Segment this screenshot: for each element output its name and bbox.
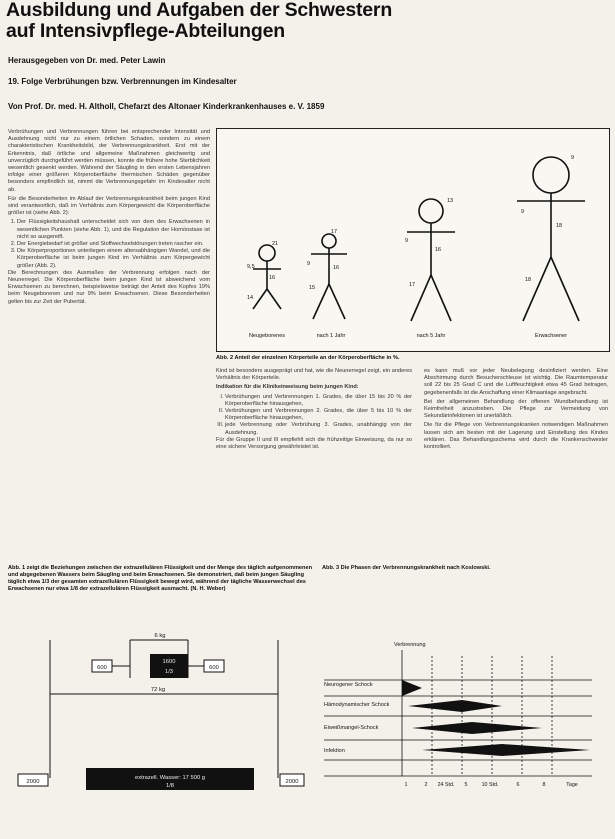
arm-pct-newborn: 9,5	[247, 264, 255, 270]
adult-ecf: extrazell. Wasser: 17 500 g	[134, 775, 206, 781]
trunk-pct-newborn: 16	[269, 275, 276, 281]
text-column-1	[8, 129, 210, 563]
tick-label: 24 Std.	[437, 782, 455, 788]
tick-label: 5	[464, 782, 468, 788]
list-item: I. Verbrühungen und Verbrennungen 1. Grades, die über 15 bis 20 % der Körperoberfläche hinausgehen,	[225, 394, 412, 408]
title-line-1: Ausbildung und Aufgaben der Schwestern	[6, 0, 393, 21]
arm-pct-5yr: 9	[405, 238, 409, 244]
burn-event-label: Verbrennung	[394, 642, 426, 648]
leg-pct-adult: 18	[525, 277, 532, 283]
figure-2-body-proportions	[216, 128, 610, 352]
infant-weight: 6 kg	[154, 633, 166, 639]
infant-intake: 600	[97, 665, 107, 671]
trunk-pct-1yr: 16	[333, 265, 340, 271]
paragraph: Bei der allgemeinen Behandlung der offenen Wundbehandlung ist Keimfreiheit anzustreben. Die Pflege zur Vermeidung von Sekundärinfektionen ist unerläßlich.	[424, 398, 608, 420]
tick-label: 1	[404, 782, 408, 788]
leg-pct-5yr: 17	[409, 282, 416, 288]
infant-ratio: 1/3	[164, 669, 174, 675]
phase-label-infection: Infektion	[324, 748, 345, 754]
indication-list	[216, 394, 412, 437]
tick-label: 6	[516, 782, 520, 788]
list-item: 3. Die Körperproportionen unterliegen einem altersabhängigen Wandel, und die Körperoberfläche ist beim jungen Kind im Verhältnis zum Körpergewicht größer (Abb. 2).	[17, 248, 210, 270]
tick-label: Tage	[566, 782, 578, 788]
adult-ratio: 1/8	[165, 783, 175, 789]
trunk-pct-5yr: 16	[435, 247, 442, 253]
indication-heading: Indikation für die Klinikeinweisung beim jungen Kind:	[216, 384, 359, 391]
paragraph: Verbrühungen und Verbrennungen führen bei entsprechender Intensität und Ausdehnung nicht nur zu einem örtlichen Schaden, sondern zu einem charakteristischen Krankheitsbild, der Verbrennungskrankheit. Erst mit der Erkenntnis, daß örtliche und allgemeine Maßnahmen gleichwertig und unverzüglich durchgeführt werden müssen, konnte die frühere hohe Sterblichkeit wesentlich gesenkt werden. Während der Säugling in den ersten Lebensjahren infolge einer größeren Körperoberfläche thermischen Schäden gegenüber besonders empfindlich ist, nimmt die Verbrennungsgefahr im Kindesalter nicht ab.	[8, 129, 210, 193]
paragraph: Die für die Pflege von Verbrennungskranken notwendigen Maßnahmen lassen sich am besten mit der Lagerung und Einstellung des Kindes erklären. Das Behandlungsschema wird durch die Krankenschwester kontrolliert.	[424, 422, 608, 451]
leg-pct-newborn: 14	[247, 295, 254, 301]
figure-label-1yr: nach 1 Jahr	[316, 333, 346, 339]
author-line: Von Prof. Dr. med. H. Altholl, Chefarzt des Altonaer Kinderkrankenhauses e. V. 1859	[8, 102, 325, 111]
head-pct-newborn: 21	[272, 241, 279, 247]
paragraph: Die Berechnungen des Ausmaßes der Verbrennung erfolgen nach der Neunerregel. Die Körperoberfläche beim jungen Kind ist abweichend vom Erwachsenen zu berechnen, beispielsweise beträgt der Anteil des Kopfes 19% beim Neugeborenen und nur 9% beim Erwachsenen. Diese Besonderheiten gelten bis zur Zeit der Pubertät.	[8, 269, 210, 305]
arm-pct-adult: 9	[521, 209, 525, 215]
list-item: 2. Der Energiebedarf ist größer und Stoffwechselstörungen treten rascher ein.	[17, 241, 210, 248]
paragraph: Für die Besonderheiten im Ablauf der Verbrennungskrankheit beim jungen Kind sind verantwortlich, daß im Verhältnis zum Körpergewicht die Körperoberfläche größer ist (siehe Abb. 2):	[8, 195, 210, 217]
series-line: 19. Folge Verbrühungen bzw. Verbrennungen im Kindesalter	[8, 77, 237, 86]
figure-2-drawing	[217, 129, 609, 351]
figure-1-drawing	[8, 628, 313, 818]
figure-1-caption: Abb. 1 zeigt die Beziehungen zwischen der extrazellulären Flüssigkeit und der Menge des täglich aufgenommenen und abgegebenen Wassers beim Säugling und beim Erwachsenen. Sie demonstriert, daß beim jungen Säugling täglich etwa 1/3 der gesamten extrazellulären Flüssigkeit bewegt wird, während der tägliche Wasserwechsel des Erwachsenen nur etwa 1/8 der extrazellulären Flüssigkeit ausmacht. (N. H. Weber)	[8, 565, 312, 592]
phase-label-hemodynamic: Hämodynamischer Schock	[324, 702, 390, 708]
figure-label-adult: Erwachsener	[534, 333, 568, 339]
head-pct-1yr: 17	[331, 229, 338, 235]
text-column-2	[216, 368, 412, 561]
adult-weight: 72 kg	[150, 687, 166, 693]
phase-label-neurogenic: Neurogener Schock	[324, 682, 373, 688]
paragraph: es kann muß vor jeder Neubelegung desinfiziert werden. Eine Abschirmung durch Besucherschleuse ist wichtig. Die Raumtemperatur soll 22 bis 25 Grad C und die Luftfeuchtigkeit etwa 45 Grad betragen, gegebenenfalls ist die Anschaffung einer Klimaanlage angebracht.	[424, 368, 608, 396]
adult-intake: 2000	[26, 779, 40, 785]
infant-ecf: 1600	[162, 659, 176, 665]
head-pct-adult: 9	[571, 155, 575, 161]
list-item: III. jede Verbrennung oder Verbrühung 3. Grades, unabhängig von der Ausdehnung.	[225, 422, 412, 436]
infant-output: 600	[209, 665, 219, 671]
figure-2-caption: Abb. 2 Anteil der einzelnen Körperteile an der Körperoberfläche in %.	[216, 355, 400, 361]
title-line-2: auf Intensivpflege-Abteilungen	[6, 20, 285, 42]
article-title	[6, 0, 392, 42]
figure-1-water-exchange	[8, 628, 313, 818]
trunk-pct-adult: 18	[556, 223, 563, 229]
figure-3-caption: Abb. 3 Die Phasen der Verbrennungskrankheit nach Koslowski.	[322, 565, 491, 571]
text-column-3	[424, 368, 608, 561]
figure-3-phase-diagram	[322, 636, 608, 826]
figure-3-drawing	[322, 636, 608, 826]
figure-label-5yr: nach 5 Jahr	[416, 333, 446, 339]
list-item: 1. Der Flüssigkeitshaushalt unterscheidet sich von dem des Erwachsenen in wesentlichen Punkten (siehe Abb. 1), und die Regulation der Homöostase ist nicht so ausgereift.	[17, 219, 210, 241]
tick-label: 10 Std.	[481, 782, 499, 788]
tick-label: 8	[542, 782, 546, 788]
numbered-list	[8, 219, 210, 269]
tick-label: 2	[424, 782, 428, 788]
arm-pct-1yr: 9	[307, 261, 311, 267]
leg-pct-1yr: 15	[309, 285, 316, 291]
figure-label-newborn: Neugeborenes	[248, 333, 286, 339]
paragraph: Für die Gruppe II und III empfiehlt sich die frühzeitige Einweisung, da nur so eine sichere Versorgung gewährleistet ist.	[216, 436, 412, 451]
head-pct-5yr: 13	[447, 198, 454, 204]
list-item: II. Verbrühungen und Verbrennungen 2. Grades, die über 5 bis 10 % der Körperoberfläche hinausgehen,	[225, 408, 412, 422]
adult-output: 2000	[285, 779, 299, 785]
paragraph: Kind ist besonders ausgeprägt und hat, wie die Neunerregel zeigt, ein anderes Verhältnis der Körperteile.	[216, 368, 412, 382]
phase-label-protein: Eiweißmangel-Schock	[324, 725, 379, 731]
editor-line: Herausgegeben von Dr. med. Peter Lawin	[8, 56, 166, 65]
